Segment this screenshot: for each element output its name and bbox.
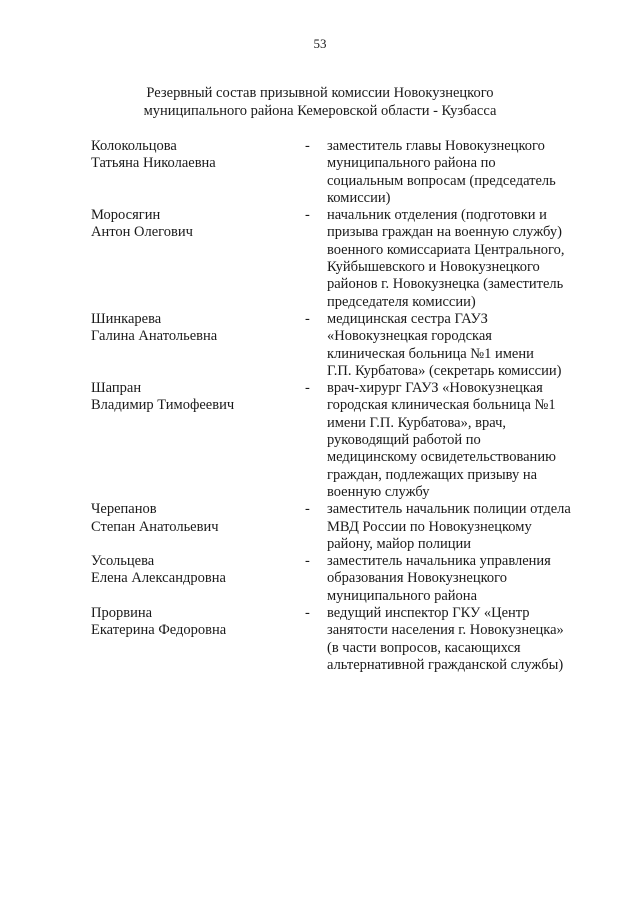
member-dash: - bbox=[305, 207, 310, 224]
member-surname: Моросягин bbox=[91, 207, 161, 224]
member-entry bbox=[91, 138, 591, 207]
member-position-line: граждан, подлежащих призыву на bbox=[327, 466, 538, 483]
member-given-name: Татьяна Николаевна bbox=[91, 155, 216, 172]
member-given-name: Владимир Тимофеевич bbox=[91, 397, 235, 414]
document-title-line-1: Резервный состав призывной комиссии Новокузнецкого bbox=[146, 85, 494, 101]
member-dash: - bbox=[305, 605, 310, 622]
member-position-line: муниципального района bbox=[327, 587, 477, 604]
member-name bbox=[91, 138, 305, 173]
member-position-line: военную службу bbox=[327, 483, 430, 500]
member-position-line: занятости населения г. Новокузнецка» bbox=[327, 622, 564, 639]
member-position-line: МВД России по Новокузнецкому bbox=[327, 518, 532, 535]
members-list bbox=[91, 138, 591, 674]
member-dash: - bbox=[305, 553, 310, 570]
member-name bbox=[91, 501, 305, 536]
member-dash: - bbox=[305, 380, 310, 397]
member-position-line: социальным вопросам (председатель bbox=[327, 172, 556, 189]
member-position bbox=[327, 311, 591, 380]
member-position-line: клиническая больница №1 имени bbox=[327, 345, 534, 362]
member-position-line: председателя комиссии) bbox=[327, 293, 476, 310]
member-position-line: району, майор полиции bbox=[327, 535, 471, 552]
member-entry bbox=[91, 605, 591, 674]
member-position-line: руководящий работой по bbox=[327, 432, 481, 449]
member-position-line: военного комиссариата Центрального, bbox=[327, 241, 565, 258]
member-position-line: медицинская сестра ГАУЗ bbox=[327, 310, 488, 327]
member-given-name: Екатерина Федоровна bbox=[91, 622, 227, 639]
member-position-line: заместитель начальника управления bbox=[327, 553, 551, 570]
member-surname: Шинкарева bbox=[91, 310, 162, 327]
member-entry bbox=[91, 207, 591, 311]
member-surname: Колокольцова bbox=[91, 138, 177, 154]
member-position-line: городская клиническая больница №1 bbox=[327, 397, 556, 414]
document-title-line-2: муниципального района Кемеровской области - Кузбасса bbox=[143, 102, 497, 119]
member-position-line: районов г. Новокузнецка (заместитель bbox=[327, 276, 564, 293]
member-dash: - bbox=[305, 310, 310, 327]
member-given-name: Галина Анатольевна bbox=[91, 328, 218, 345]
member-name bbox=[91, 380, 305, 415]
member-position-line: врач-хирург ГАУЗ «Новокузнецкая bbox=[327, 380, 543, 397]
member-position-line: призыва граждан на военную службу) bbox=[327, 224, 562, 241]
member-surname: Усольцева bbox=[91, 553, 155, 570]
member-position-line: комиссии) bbox=[327, 189, 391, 206]
member-dash: - bbox=[305, 138, 310, 154]
member-surname: Прорвина bbox=[91, 605, 153, 622]
member-entry bbox=[91, 311, 591, 380]
member-entry bbox=[91, 553, 591, 605]
member-entry bbox=[91, 380, 591, 501]
member-entry bbox=[91, 501, 591, 553]
member-position bbox=[327, 138, 591, 207]
member-position-line: медицинскому освидетельствованию bbox=[327, 449, 556, 466]
member-name bbox=[91, 207, 305, 242]
member-surname: Черепанов bbox=[91, 501, 157, 518]
member-position-line: ведущий инспектор ГКУ «Центр bbox=[327, 605, 530, 622]
member-given-name: Елена Александровна bbox=[91, 570, 226, 587]
member-position bbox=[327, 501, 591, 553]
member-name bbox=[91, 553, 305, 588]
document-title bbox=[0, 85, 640, 120]
member-position-line: «Новокузнецкая городская bbox=[327, 328, 492, 345]
member-position-line: заместитель главы Новокузнецкого bbox=[327, 138, 545, 154]
member-surname: Шапран bbox=[91, 380, 142, 397]
member-position-line: (в части вопросов, касающихся bbox=[327, 639, 521, 656]
member-position-line: имени Г.П. Курбатова», врач, bbox=[327, 414, 506, 431]
member-name bbox=[91, 311, 305, 346]
page-number: 53 bbox=[313, 36, 327, 51]
member-given-name: Степан Анатольевич bbox=[91, 518, 219, 535]
member-position-line: начальник отделения (подготовки и bbox=[327, 207, 547, 224]
member-position bbox=[327, 207, 591, 311]
member-position-line: заместитель начальник полиции отдела bbox=[327, 501, 571, 518]
member-position-line: Г.П. Курбатова» (секретарь комиссии) bbox=[327, 362, 562, 379]
member-name bbox=[91, 605, 305, 640]
member-position-line: Куйбышевского и Новокузнецкого bbox=[327, 259, 540, 276]
member-position bbox=[327, 380, 591, 501]
member-given-name: Антон Олегович bbox=[91, 224, 193, 241]
member-position bbox=[327, 553, 591, 605]
member-dash: - bbox=[305, 501, 310, 518]
member-position-line: муниципального района по bbox=[327, 155, 496, 172]
member-position-line: альтернативной гражданской службы) bbox=[327, 656, 564, 673]
member-position-line: образования Новокузнецкого bbox=[327, 570, 507, 587]
member-position bbox=[327, 605, 591, 674]
